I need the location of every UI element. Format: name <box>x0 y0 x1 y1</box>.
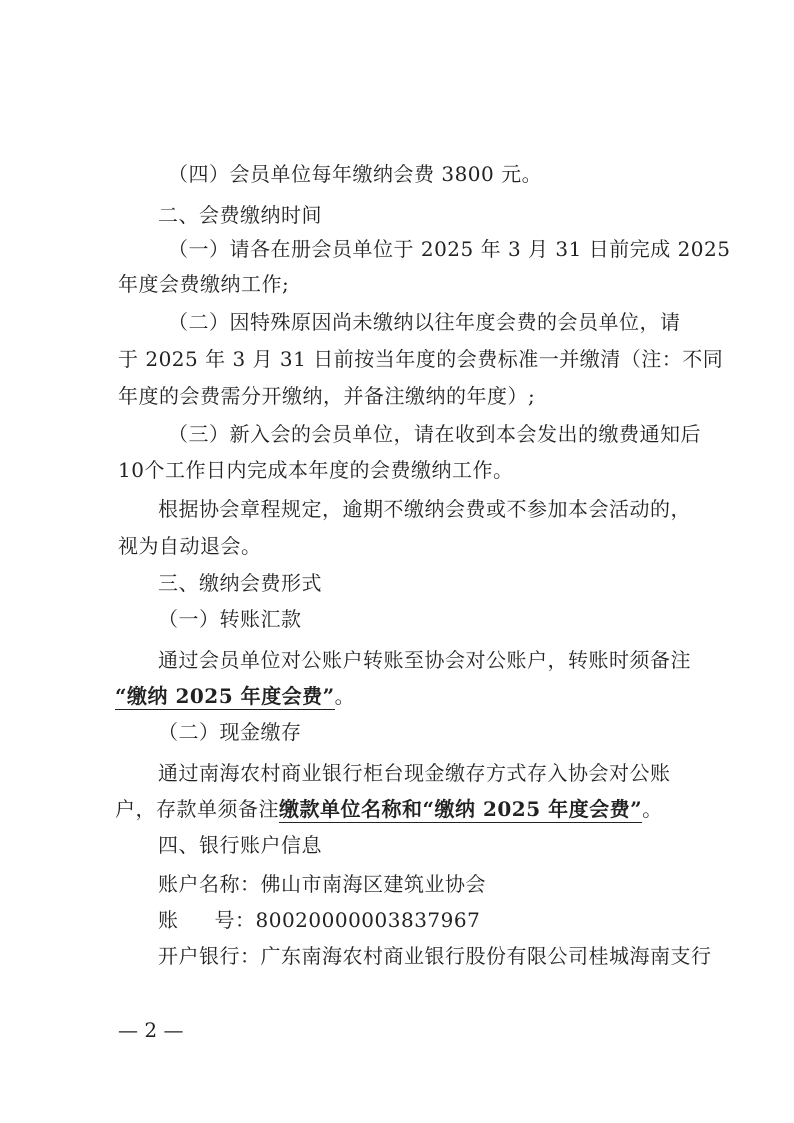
transfer-instruction-line-1: 通过会员单位对公账户转账至协会对公账户，转账时须备注 <box>158 648 691 672</box>
section-2-heading: 二、会费缴纳时间 <box>158 203 322 227</box>
cash-instruction-prefix: 户，存款单须备注 <box>115 797 279 821</box>
account-number-label-char-1: 账 <box>158 908 179 932</box>
section-2-item-2-line-1: （二）因特殊原因尚未缴纳以往年度会费的会员单位，请 <box>168 310 681 334</box>
section-2-item-2-line-3: 年度的会费需分开缴纳，并备注缴纳的年度）; <box>118 384 536 408</box>
section-2-item-1-line-1: （一）请各在册会员单位于 2025 年 3 月 31 日前完成 2025 <box>168 237 731 261</box>
transfer-note-line <box>115 684 355 710</box>
section-4-heading: 四、银行账户信息 <box>158 833 322 857</box>
transfer-remark-period: 。 <box>334 684 356 708</box>
cash-instruction-line-1: 通过南海农村商业银行柜台现金缴存方式存入协会对公账 <box>158 761 671 785</box>
cash-remark-period: 。 <box>642 797 663 821</box>
section-2-item-3-line-1: （三）新入会的会员单位，请在收到本会发出的缴费通知后 <box>168 422 701 446</box>
account-name-row <box>158 872 486 896</box>
account-number-row <box>158 908 480 932</box>
account-number-label-char-2: 号： <box>214 908 256 932</box>
section-2-item-3-line-2: 10个工作日内完成本年度的会费缴纳工作。 <box>118 458 514 482</box>
account-name-value: 佛山市南海区建筑业协会 <box>260 872 486 896</box>
account-name-label: 账户名称： <box>158 872 261 896</box>
cash-remark-text: 缴款单位名称和“缴纳 2025 年度会费” <box>279 797 643 821</box>
cash-instruction-line-2 <box>115 797 663 823</box>
section-3-heading: 三、缴纳会费形式 <box>158 571 322 595</box>
section-2-item-2-line-2: 于 2025 年 3 月 31 日前按当年度的会费标准一并缴清（注：不同 <box>118 347 724 371</box>
bank-label: 开户银行： <box>158 944 261 968</box>
cash-method-title: （二）现金缴存 <box>158 720 302 744</box>
account-number-value: 80020000003837967 <box>255 908 481 932</box>
page-number: — 2 — <box>118 1018 184 1042</box>
item-4-fee-amount: （四）会员单位每年缴纳会费 3800 元。 <box>168 162 543 186</box>
transfer-remark-text: “缴纳 2025 年度会费” <box>115 684 335 708</box>
transfer-method-title: （一）转账汇款 <box>158 607 302 631</box>
withdrawal-note-line-1: 根据协会章程规定，逾期不缴纳会费或不参加本会活动的， <box>158 497 691 521</box>
bank-value: 广东南海农村商业银行股份有限公司桂城海南支行 <box>260 944 712 968</box>
bank-row <box>158 944 712 968</box>
withdrawal-note-line-2: 视为自动退会。 <box>118 534 262 558</box>
section-2-item-1-line-2: 年度会费缴纳工作; <box>118 272 290 296</box>
